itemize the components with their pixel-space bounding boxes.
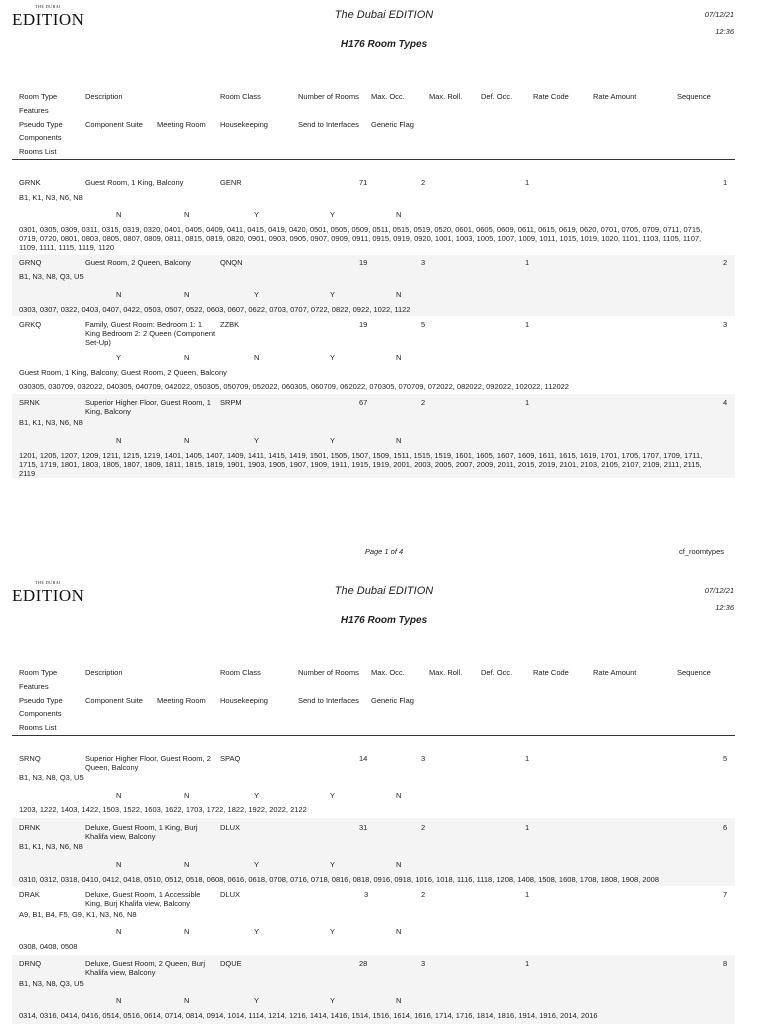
sequence: 1	[723, 178, 728, 187]
col-description: Description	[85, 92, 123, 101]
flag-send-to-interfaces: Y	[330, 290, 336, 299]
col-send-to-interfaces: Send to Interfaces	[298, 120, 359, 129]
flag-housekeeping: Y	[254, 290, 260, 299]
col-rate-amount: Rate Amount	[593, 668, 637, 677]
def-occ: 1	[525, 258, 530, 267]
max-occ: 3	[421, 754, 426, 763]
number-of-rooms: 19	[359, 320, 368, 329]
max-occ: 3	[421, 258, 426, 267]
max-occ: 2	[421, 178, 426, 187]
rooms-list: 0303, 0307, 0322, 0403, 0407, 0422, 0503, 0507, 0522, 0603, 0607, 0622, 0703, 0707, 0722, 0822, 0922, 1022, 1122	[19, 305, 411, 314]
col-rate-code: Rate Code	[533, 668, 569, 677]
col-def-occ: Def. Occ.	[481, 92, 513, 101]
report-page-2	[0, 576, 768, 1024]
features: B1, K1, N3, N6, N8	[19, 418, 83, 427]
def-occ: 1	[525, 890, 530, 899]
col-max-occ: Max. Occ.	[371, 668, 405, 677]
room-type-code: SRNK	[19, 398, 40, 407]
max-occ: 2	[421, 890, 426, 899]
flag-component-suite: N	[116, 436, 122, 445]
header-divider	[12, 159, 735, 160]
col-component-suite: Component Suite	[85, 120, 143, 129]
report-time: 12:36	[715, 603, 734, 612]
report-date: 07/12/21	[704, 10, 734, 19]
flag-send-to-interfaces: Y	[330, 210, 336, 219]
flag-generic: N	[396, 860, 402, 869]
features: B1, K1, N3, N6, N8	[19, 193, 83, 202]
flag-generic: N	[396, 791, 402, 800]
report-subtitle: H176 Room Types	[340, 615, 428, 626]
sequence: 7	[723, 890, 728, 899]
flag-send-to-interfaces: Y	[330, 353, 336, 362]
rooms-list: 1203, 1222, 1403, 1422, 1503, 1522, 1603, 1622, 1703, 1722, 1822, 1922, 2022, 2122	[19, 805, 307, 814]
col-room-class: Room Class	[220, 668, 261, 677]
flag-send-to-interfaces: Y	[330, 436, 336, 445]
sequence: 5	[723, 754, 728, 763]
room-class: GENR	[220, 178, 242, 187]
col-send-to-interfaces: Send to Interfaces	[298, 696, 359, 705]
flag-generic: N	[396, 996, 402, 1005]
room-type-code: GRNK	[19, 178, 41, 187]
report-subtitle: H176 Room Types	[340, 39, 428, 50]
col-room-type: Room Type	[19, 92, 58, 101]
flag-housekeeping: Y	[254, 436, 260, 445]
room-type-code: DRAK	[19, 890, 40, 899]
flag-meeting-room: N	[184, 791, 190, 800]
features: B1, N3, N8, Q3, U5	[19, 979, 84, 988]
col-number-of-rooms: Number of Rooms	[298, 668, 359, 677]
logo-word: EDITION	[12, 586, 85, 605]
room-class: DQUE	[220, 959, 242, 968]
col-features: Features	[19, 682, 49, 691]
col-sequence: Sequence	[677, 668, 711, 677]
number-of-rooms: 71	[359, 178, 368, 187]
col-number-of-rooms: Number of Rooms	[298, 92, 359, 101]
flag-housekeeping: Y	[254, 996, 260, 1005]
col-housekeeping: Housekeeping	[220, 696, 268, 705]
rooms-list: 0314, 0316, 0414, 0416, 0514, 0516, 0614, 0714, 0814, 0914, 1014, 1114, 1214, 1216, 1414, 1416, 1514, 1516, 1614, 1616, 1714, 1716, 1814, 1816, 1914, 1916, 2014, 2016	[19, 1011, 598, 1020]
col-components: Components	[19, 709, 62, 718]
flag-component-suite: N	[116, 996, 122, 1005]
sequence: 3	[723, 320, 728, 329]
sequence: 6	[723, 823, 728, 832]
sequence: 2	[723, 258, 728, 267]
flag-component-suite: N	[116, 791, 122, 800]
def-occ: 1	[525, 398, 530, 407]
col-rooms-list: Rooms List	[19, 723, 57, 732]
col-generic-flag: Generic Flag	[371, 120, 414, 129]
number-of-rooms: 67	[359, 398, 368, 407]
def-occ: 1	[525, 959, 530, 968]
number-of-rooms: 3	[364, 890, 369, 899]
col-room-class: Room Class	[220, 92, 261, 101]
def-occ: 1	[525, 320, 530, 329]
flag-component-suite: N	[116, 860, 122, 869]
flag-component-suite: Y	[116, 353, 122, 362]
col-room-type: Room Type	[19, 668, 58, 677]
report-title: The Dubai EDITION	[334, 9, 434, 21]
rooms-list: 030305, 030709, 032022, 040305, 040709, 042022, 050305, 050709, 052022, 060305, 060709, 062022, 070305, 070709, 072022, 082022, 092022, 102022, 112022	[19, 382, 569, 391]
flag-generic: N	[396, 353, 402, 362]
room-class: QNQN	[220, 258, 243, 267]
flag-meeting-room: N	[184, 210, 190, 219]
col-pseudo-type: Pseudo Type	[19, 120, 63, 129]
flag-generic: N	[396, 210, 402, 219]
def-occ: 1	[525, 823, 530, 832]
flag-housekeeping: Y	[254, 860, 260, 869]
rooms-list: 1201, 1205, 1207, 1209, 1211, 1215, 1219, 1401, 1405, 1407, 1409, 1411, 1415, 1419, 1501, 1505, 1507, 1509, 1511, 1515, 1519, 1601, 1605, 1607, 1609, 1611, 1615, 1619, 1701, 1705, 1707, 1709, 1711, 1715, 1719, 1801, 1803, 1805, 1807, 1809, 1811, 1815, 1819, 1901, 1903, 1905, 1907, 1909, 1911, 1915, 1919, 2001, 2003, 2005, 2007, 2009, 2011, 2015, 2019, 2101, 2103, 2105, 2107, 2109, 2111, 2115, 2119	[19, 451, 703, 478]
features: B1, N3, N8, Q3, U5	[19, 773, 84, 782]
def-occ: 1	[525, 178, 530, 187]
room-description: Superior Higher Floor, Guest Room, 2 Queen, Balcony	[85, 754, 211, 772]
flag-send-to-interfaces: Y	[330, 860, 336, 869]
report-time: 12:36	[715, 27, 734, 36]
room-description: Family, Guest Room: Bedroom 1: 1 King Bedroom 2: 2 Queen (Component Set-Up)	[85, 320, 216, 347]
max-occ: 2	[421, 823, 426, 832]
col-def-occ: Def. Occ.	[481, 668, 513, 677]
flag-housekeeping: Y	[254, 927, 260, 936]
room-description: Guest Room, 1 King, Balcony	[85, 178, 184, 187]
col-sequence: Sequence	[677, 92, 711, 101]
col-max-roll: Max. Roll.	[429, 92, 463, 101]
col-rooms-list: Rooms List	[19, 147, 57, 156]
max-occ: 3	[421, 959, 426, 968]
room-class: SPAQ	[220, 754, 241, 763]
col-housekeeping: Housekeeping	[220, 120, 268, 129]
col-max-occ: Max. Occ.	[371, 92, 405, 101]
flag-meeting-room: N	[184, 927, 190, 936]
col-meeting-room: Meeting Room	[157, 696, 206, 705]
col-rate-code: Rate Code	[533, 92, 569, 101]
flag-send-to-interfaces: Y	[330, 927, 336, 936]
sequence: 8	[723, 959, 728, 968]
col-pseudo-type: Pseudo Type	[19, 696, 63, 705]
room-description: Deluxe, Guest Room, 2 Queen, Burj Khalifa view, Balcony	[85, 959, 206, 977]
room-class: SRPM	[220, 398, 242, 407]
report-title: The Dubai EDITION	[334, 585, 434, 597]
col-meeting-room: Meeting Room	[157, 120, 206, 129]
logo-small-text: THE DUBAI	[35, 4, 61, 9]
flag-send-to-interfaces: Y	[330, 791, 336, 800]
col-rate-amount: Rate Amount	[593, 92, 637, 101]
flag-generic: N	[396, 436, 402, 445]
flag-housekeeping: N	[254, 353, 260, 362]
room-type-code: GRNQ	[19, 258, 42, 267]
features: B1, K1, N3, N6, N8	[19, 842, 83, 851]
flag-generic: N	[396, 290, 402, 299]
room-type-code: DRNQ	[19, 959, 42, 968]
col-generic-flag: Generic Flag	[371, 696, 414, 705]
logo-small-text: THE DUBAI	[35, 580, 61, 585]
report-id: cf_roomtypes	[678, 547, 724, 556]
flag-housekeeping: Y	[254, 791, 260, 800]
flag-meeting-room: N	[184, 290, 190, 299]
header-divider	[12, 735, 735, 736]
flag-meeting-room: N	[184, 436, 190, 445]
col-components: Components	[19, 133, 62, 142]
flag-meeting-room: N	[184, 996, 190, 1005]
room-description: Superior Higher Floor, Guest Room, 1 King, Balcony	[85, 398, 211, 416]
features: A9, B1, B4, F5, G9, K1, N3, N6, N8	[19, 910, 137, 919]
rooms-list: 0308, 0408, 0508	[19, 942, 78, 951]
room-description: Guest Room, 2 Queen, Balcony	[85, 258, 191, 267]
flag-meeting-room: N	[184, 353, 190, 362]
flag-component-suite: N	[116, 210, 122, 219]
room-description: Deluxe, Guest Room, 1 King, Burj Khalifa view, Balcony	[85, 823, 198, 841]
room-type-code: GRKQ	[19, 320, 42, 329]
page-number: Page 1 of 4	[364, 547, 404, 556]
number-of-rooms: 19	[359, 258, 368, 267]
col-component-suite: Component Suite	[85, 696, 143, 705]
room-description: Deluxe, Guest Room, 1 Accessible King, Burj Khalifa view, Balcony	[85, 890, 201, 908]
rooms-list: 0301, 0305, 0309, 0311, 0315, 0319, 0320, 0401, 0405, 0409, 0411, 0415, 0419, 0420, 0501, 0505, 0509, 0511, 0515, 0519, 0520, 0601, 0605, 0609, 0611, 0615, 0619, 0620, 0701, 0705, 0709, 0711, 0715, 0719, 0720, 0801, 0803, 0805, 0807, 0809, 0811, 0815, 0819, 0820, 0901, 0903, 0905, 0907, 0909, 0911, 0915, 0919, 0920, 1001, 1003, 1005, 1007, 1009, 1011, 1015, 1019, 1020, 1101, 1103, 1105, 1107, 1109, 1111, 1115, 1119, 1120	[19, 225, 703, 252]
sequence: 4	[723, 398, 728, 407]
room-class: DLUX	[220, 890, 241, 899]
col-features: Features	[19, 106, 49, 115]
flag-send-to-interfaces: Y	[330, 996, 336, 1005]
rooms-list: 0310, 0312, 0318, 0410, 0412, 0418, 0510, 0512, 0518, 0608, 0616, 0618, 0708, 0716, 0718, 0816, 0818, 0916, 0918, 1016, 1018, 1116, 1118, 1208, 1408, 1508, 1608, 1708, 1808, 1908, 2008	[19, 875, 660, 884]
flag-component-suite: N	[116, 290, 122, 299]
room-type-code: SRNQ	[19, 754, 41, 763]
components-list: Guest Room, 1 King, Balcony, Guest Room, 2 Queen, Balcony	[19, 368, 227, 377]
flag-generic: N	[396, 927, 402, 936]
col-description: Description	[85, 668, 123, 677]
col-max-roll: Max. Roll.	[429, 668, 463, 677]
features: B1, N3, N8, Q3, U5	[19, 272, 84, 281]
room-class: ZZBK	[220, 320, 240, 329]
flag-meeting-room: N	[184, 860, 190, 869]
max-occ: 5	[421, 320, 426, 329]
number-of-rooms: 31	[359, 823, 368, 832]
max-occ: 2	[421, 398, 426, 407]
flag-housekeeping: Y	[254, 210, 260, 219]
number-of-rooms: 28	[359, 959, 368, 968]
report-date: 07/12/21	[704, 586, 734, 595]
flag-component-suite: N	[116, 927, 122, 936]
room-type-code: DRNK	[19, 823, 41, 832]
room-class: DLUX	[220, 823, 241, 832]
number-of-rooms: 14	[359, 754, 368, 763]
def-occ: 1	[525, 754, 530, 763]
logo-word: EDITION	[12, 10, 85, 29]
